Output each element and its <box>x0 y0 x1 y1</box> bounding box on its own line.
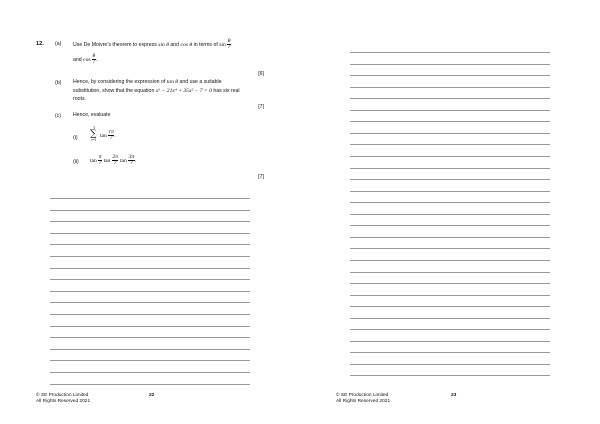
part-b-line-3: roots. <box>73 96 86 102</box>
part-b-line-2 <box>73 88 240 95</box>
frac-num: 3π <box>128 154 135 160</box>
theta-over-7-a <box>227 39 231 50</box>
part-a-period: . <box>95 56 98 63</box>
footer-right <box>336 393 390 405</box>
part-a-marks: [6] <box>258 71 264 77</box>
question-number: 12. <box>36 41 44 47</box>
frac-den: 7 <box>109 135 113 141</box>
part-c-ii-period: . <box>134 157 137 164</box>
answer-line <box>50 326 250 327</box>
answer-line <box>350 75 550 76</box>
summation <box>90 126 98 142</box>
answer-line <box>350 295 550 296</box>
answer-line <box>350 110 550 111</box>
answer-line <box>350 318 550 319</box>
answer-line <box>50 314 250 315</box>
answer-line <box>50 349 250 350</box>
part-b-equation: x⁶ − 21x⁴ + 35x² − 7 = 0 <box>155 88 212 94</box>
part-b-text-3: substitution, show that the equation <box>73 88 155 94</box>
part-a-line2-and: and <box>73 56 82 63</box>
answer-line <box>50 302 250 303</box>
answer-line <box>350 121 550 122</box>
sum-upper-limit: 3 <box>93 126 95 130</box>
answer-line <box>50 372 250 373</box>
answer-line <box>350 144 550 145</box>
sigma-symbol: ∑ <box>90 129 97 139</box>
answer-line <box>350 64 550 65</box>
tan-fn-2: tan <box>103 157 111 164</box>
part-a-text-1: Use De Moivre’s theorem to express <box>73 41 157 48</box>
rights-text: All Rights Reserved 2021 <box>336 399 391 404</box>
answer-line <box>350 179 550 180</box>
part-b-text-2: and use a suitable <box>179 79 222 85</box>
answer-line <box>50 256 250 257</box>
sum-lower-limit: r=1 <box>91 138 97 142</box>
answer-line <box>350 156 550 157</box>
answer-line <box>350 98 550 99</box>
answer-line <box>350 329 550 330</box>
part-c-text: Hence, evaluate <box>73 112 111 118</box>
part-c-ii-expression <box>90 155 136 166</box>
frac-den: 7 <box>130 160 133 166</box>
frac-den: 7 <box>227 44 231 50</box>
answer-line <box>350 225 550 226</box>
answer-line <box>350 202 550 203</box>
part-b-line-1 <box>73 79 222 86</box>
answer-line <box>50 268 250 269</box>
footer-left <box>36 393 90 405</box>
tan-fn-1: tan <box>90 157 97 164</box>
part-c-i-period: . <box>114 132 116 139</box>
part-a-line-1 <box>73 39 283 50</box>
answer-line <box>350 191 550 192</box>
answer-line <box>350 364 550 365</box>
part-c-label: (c) <box>55 113 62 119</box>
part-a-sin7-prefix: sin <box>219 41 226 48</box>
frac-num: θ <box>92 53 96 59</box>
answer-line <box>350 248 550 249</box>
two-pi-over-7 <box>112 155 119 166</box>
frac-num: π <box>98 154 102 160</box>
page-number: 22 <box>149 393 155 398</box>
part-b-label: (b) <box>55 80 62 86</box>
answer-line <box>50 198 250 199</box>
part-a-label: (a) <box>55 41 62 47</box>
part-a-text-2: in terms of <box>193 41 218 48</box>
answer-line <box>50 210 250 211</box>
part-b-text-4: has six real <box>213 88 240 94</box>
tan-fn: tan <box>100 132 107 139</box>
answer-line <box>350 52 550 53</box>
answer-line <box>350 87 550 88</box>
part-a-sin: sin θ <box>158 41 169 48</box>
answer-line <box>350 260 550 261</box>
part-a-and: and <box>170 41 180 48</box>
answer-line <box>350 214 550 215</box>
frac-den: 7 <box>98 160 102 166</box>
page-number: 23 <box>451 393 457 398</box>
part-c-ii-label: (ii) <box>73 159 79 165</box>
answer-line <box>50 384 250 385</box>
answer-line <box>350 283 550 284</box>
part-b-text-1: Hence, by considering the expression of <box>73 79 166 85</box>
answer-line <box>50 279 250 280</box>
pi-over-7 <box>98 155 102 166</box>
answer-line <box>350 352 550 353</box>
answer-line <box>350 341 550 342</box>
frac-num: rπ <box>108 129 114 135</box>
frac-den: 7 <box>92 59 96 65</box>
answer-line <box>50 233 250 234</box>
part-a-cos: cos θ <box>180 41 193 48</box>
part-c-marks: [7] <box>258 174 264 180</box>
answer-line <box>350 237 550 238</box>
answer-line <box>350 133 550 134</box>
answer-line <box>50 360 250 361</box>
answer-line <box>50 337 250 338</box>
frac-num: 2π <box>112 154 118 160</box>
part-c-i-expression <box>100 130 116 141</box>
answer-line <box>350 375 550 376</box>
part-a-cos7-prefix: cos <box>83 56 91 63</box>
frac-num: θ <box>227 38 231 44</box>
copyright-text: © SE Production Limited <box>36 393 89 398</box>
answer-line <box>50 221 250 222</box>
tan-fn-3: tan <box>119 157 127 164</box>
frac-den: 7 <box>113 160 117 166</box>
copyright-text: © SE Production Limited <box>336 393 389 398</box>
part-a-line-2 <box>73 54 97 65</box>
rights-text: All Rights Reserved 2021 <box>36 399 91 404</box>
answer-line <box>350 168 550 169</box>
answer-line <box>350 272 550 273</box>
part-b-marks: [7] <box>258 104 264 110</box>
answer-line <box>350 306 550 307</box>
part-c-i-label: (i) <box>73 135 78 141</box>
part-b-tan: tan θ <box>166 79 179 85</box>
answer-line <box>50 244 250 245</box>
three-pi-over-7 <box>128 155 135 166</box>
answer-line <box>50 291 250 292</box>
right-page <box>300 0 600 424</box>
